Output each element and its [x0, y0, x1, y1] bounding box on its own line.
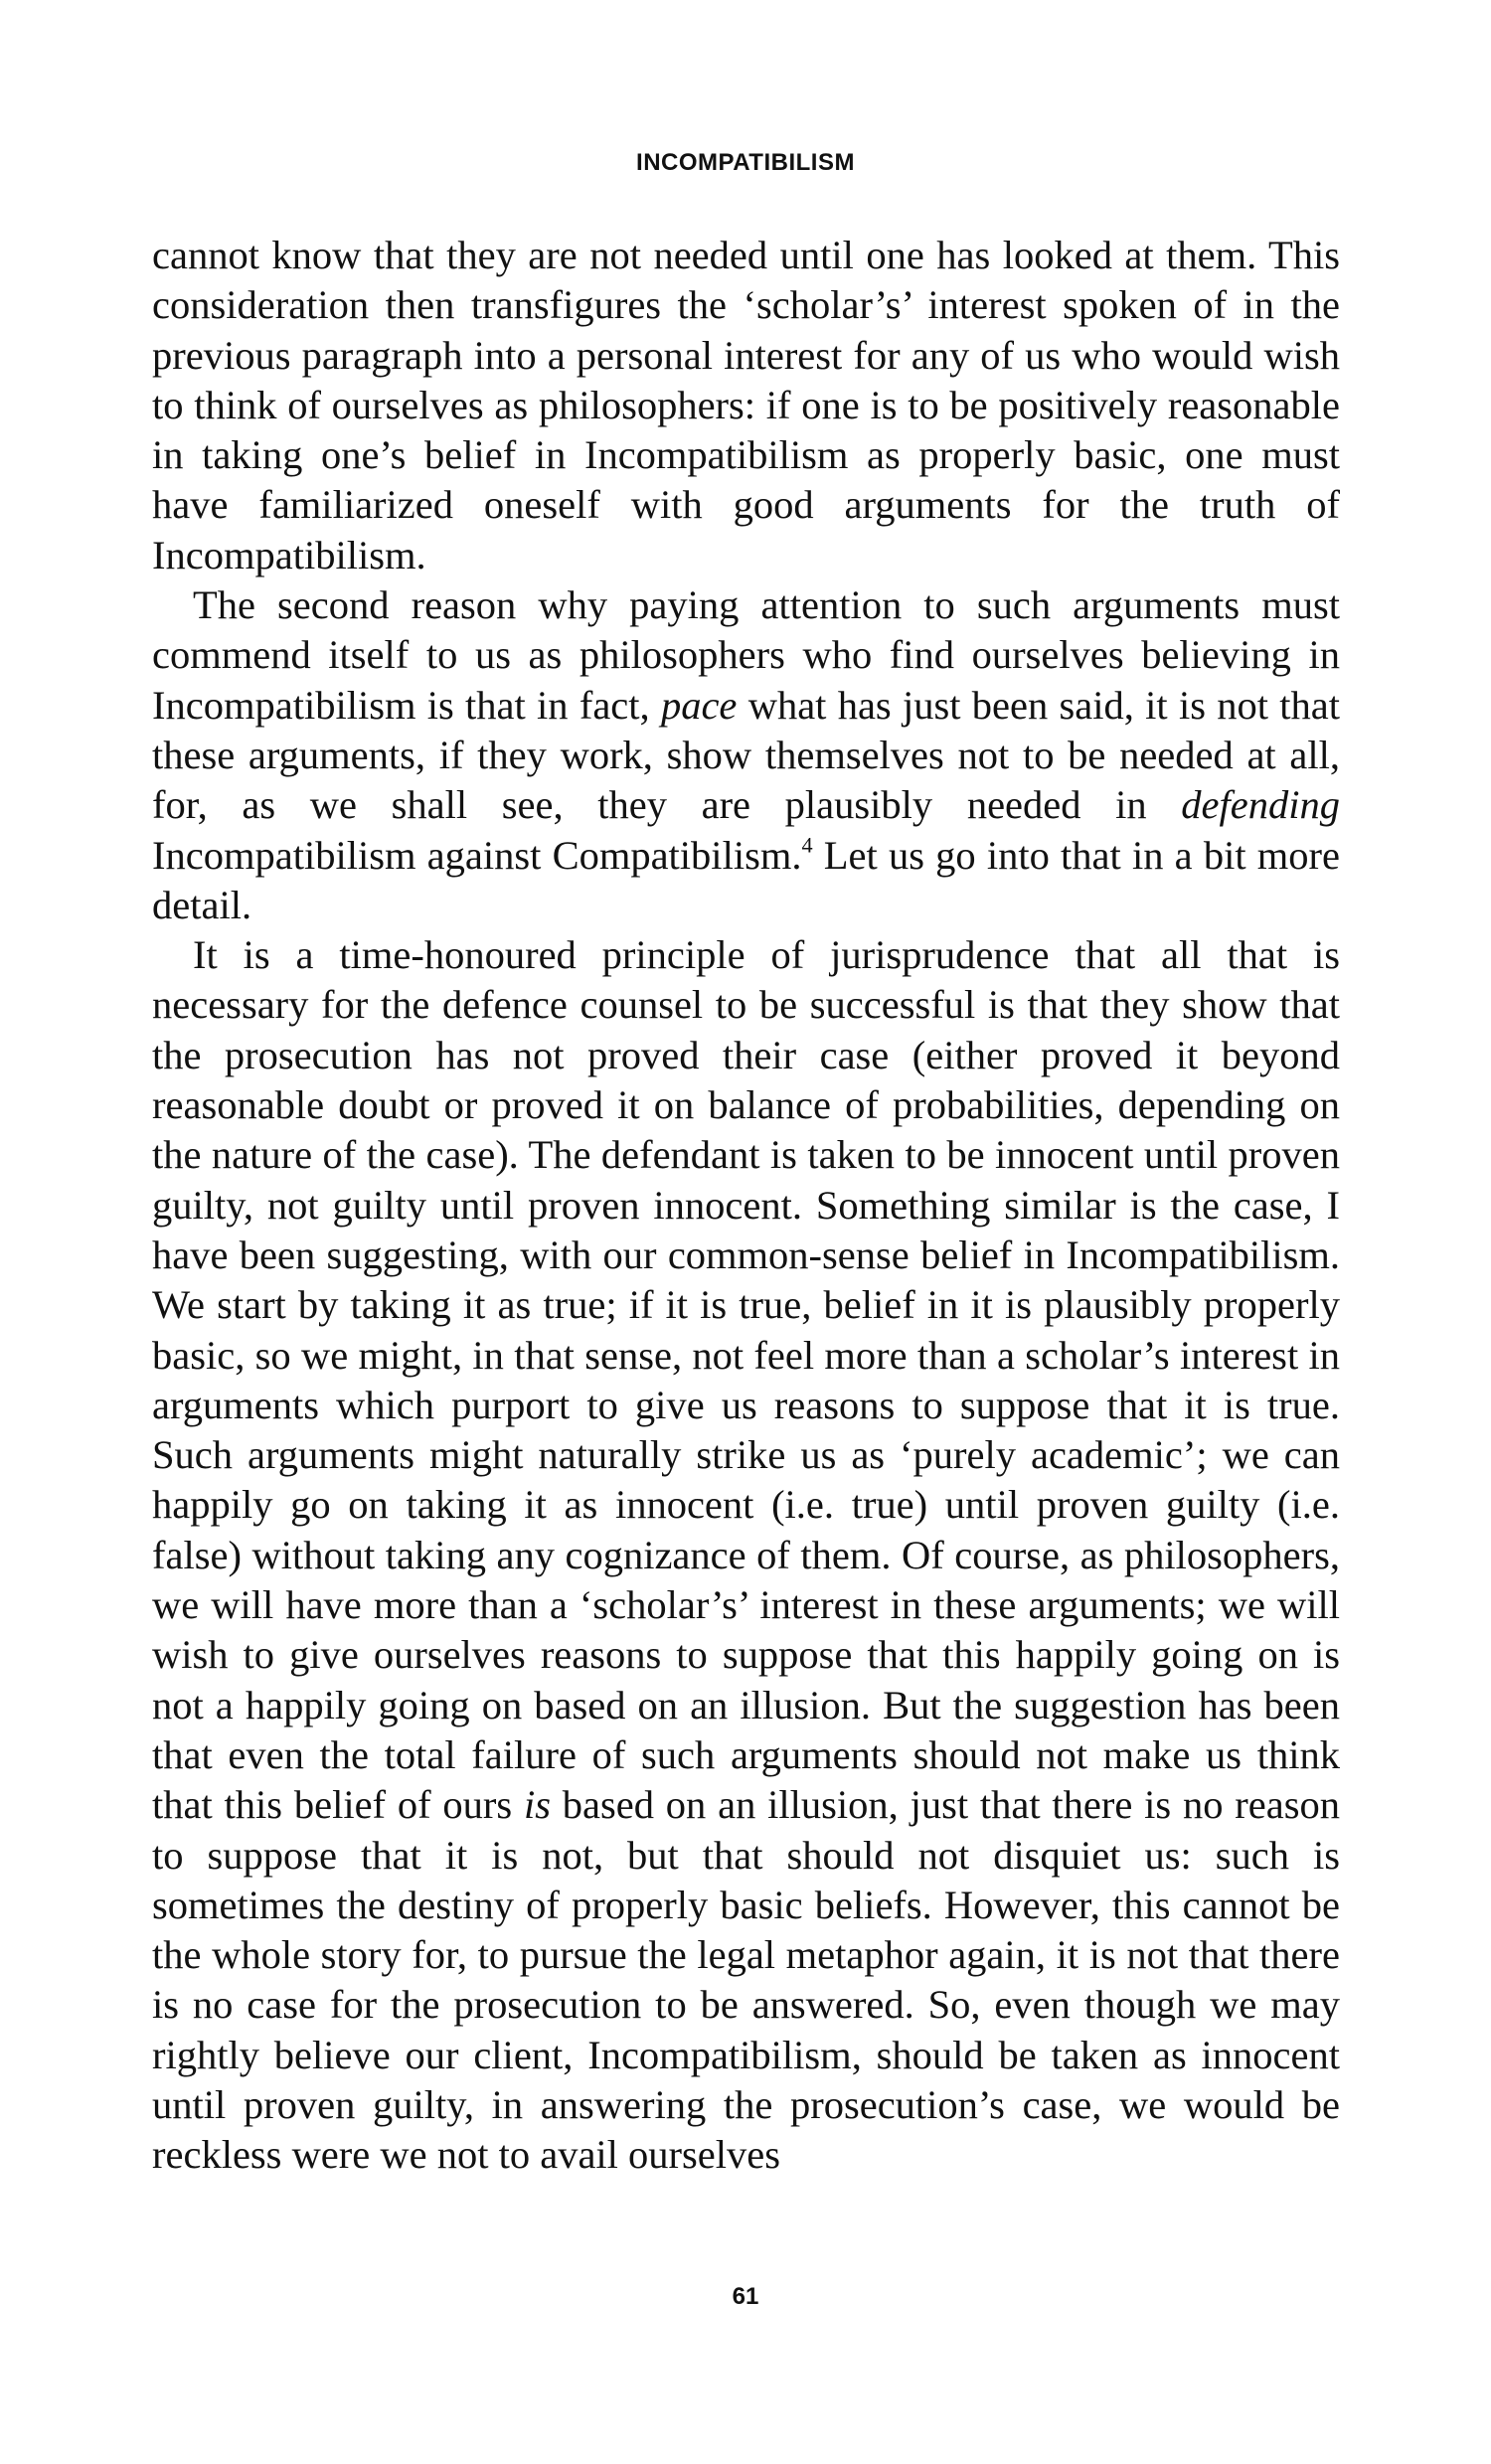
paragraph-1	[152, 231, 1340, 580]
running-head: INCOMPATIBILISM	[636, 149, 855, 176]
paragraph-1-text: cannot know that they are not needed until one has looked at them. This consideration then transfigures the ‘scholar’s’ interest spoken of in the previous paragraph into a personal interest for any of us who would wish to think of ourselves as philosophers: if one is to be positively reasonable in taking one’s belief in Incompatibilism as properly basic, one must have familiarized oneself with good arguments for the truth of Incompatibilism.	[152, 233, 1340, 577]
emphasis-pace: pace	[660, 682, 738, 728]
paragraph-3-text-a: It is a time-honoured principle of jurisprudence that all that is necessary for the defence counsel to be successful is that they show that the prosecution has not proved their case (either proved it beyond reasonable doubt or proved it on balance of probabilities, depending on the nature of the case). The defendant is taken to be innocent until proven guilty, not guilty until proven innocent. Something similar is the case, I have been suggesting, with our common-sense belief in Incompatibilism. We start by taking it as true; if it is true, belief in it is plausibly properly basic, so we might, in that sense, not feel more than a scholar’s interest in arguments which purport to give us reasons to suppose that it is true. Such arguments might naturally strike us as ‘purely academic’; we can happily go on taking it as innocent (i.e. true) until proven guilty (i.e. false) without taking any cognizance of them. Of course, as philosophers, we will have more than a ‘scholar’s’ interest in these arguments; we will wish to give ourselves reasons to suppose that this happily going on is not a happily going on based on an illusion. But the suggestion has been that even the total failure of such arguments should not make us think that this belief of ours	[152, 932, 1340, 1828]
body-text	[152, 231, 1340, 2181]
paragraph-2-text-a: The second reason why paying attention to such arguments must commend itself to us as philosophers who find ourselves believing in Incompatibilism is that in fact,	[152, 582, 1340, 728]
emphasis-defending: defending	[1181, 782, 1340, 828]
paragraph-3	[152, 930, 1340, 2180]
paragraph-3-text-b: based on an illusion, just that there is no reason to suppose that it is not, but that should not disquiet us: such is sometimes the destiny of properly basic beliefs. However, this cannot be the whole story for, to pursue the legal metaphor again, it is not that there is no case for the prosecution to be answered. So, even though we may rightly believe our client, Incompatibilism, should be taken as innocent until proven guilty, in answering the prosecution’s case, we would be reckless were we not to avail ourselves	[152, 1782, 1340, 2178]
paragraph-2-text-b: what has just been said, it is not that these arguments, if they work, show themselves not to be needed at all, for, as we shall see, they are plausibly needed in	[152, 682, 1341, 828]
page-number: 61	[732, 2283, 759, 2310]
paragraph-2-text-c: Incompatibilism against Compatibilism.	[152, 832, 802, 878]
footnote-marker: 4	[801, 831, 813, 857]
paragraph-2	[152, 580, 1340, 930]
emphasis-is: is	[523, 1782, 551, 1828]
paragraph-2-text-d: Let us go into that in a bit more detail.	[152, 832, 1340, 927]
